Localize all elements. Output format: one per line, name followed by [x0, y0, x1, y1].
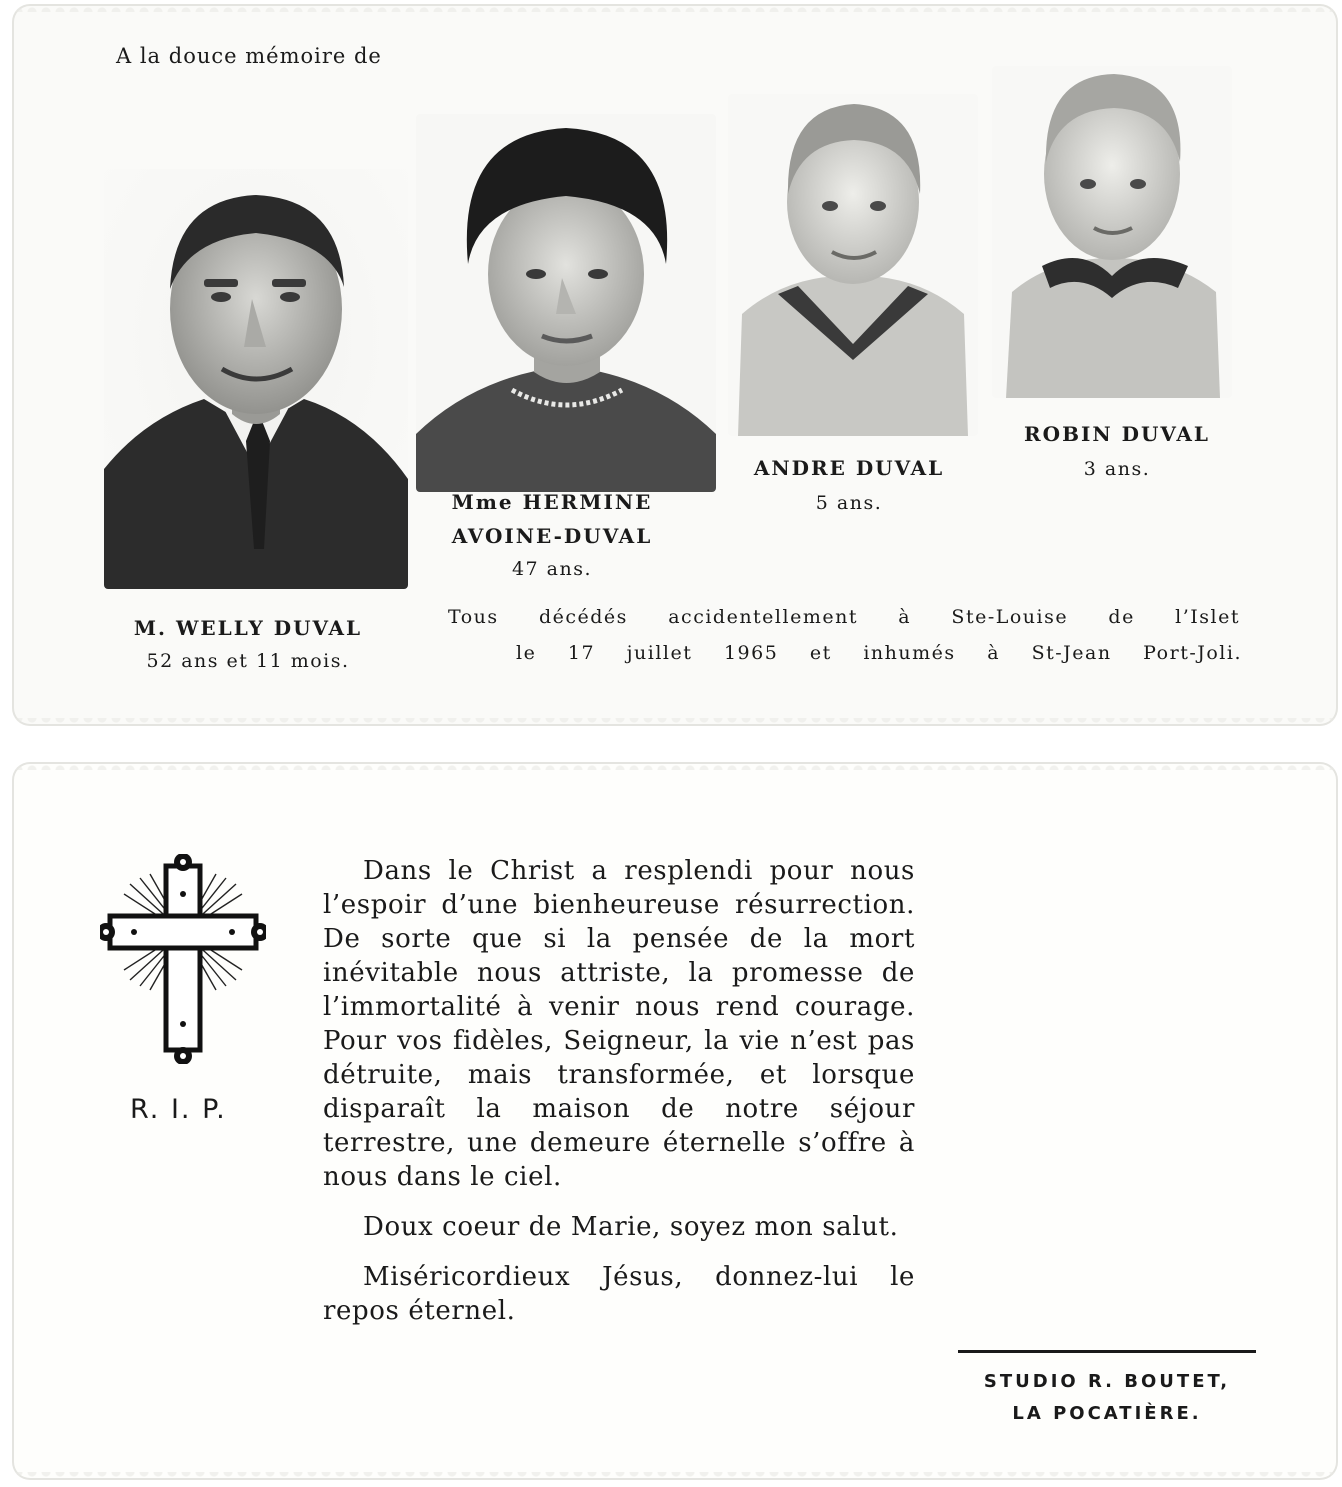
prayer-paragraph-2: Doux coeur de Marie, soyez mon salut.	[363, 1212, 899, 1242]
accident-notice-line1: Tous décédés accidentellement à Ste-Louise de l’Islet	[448, 606, 1240, 628]
rip-text: R. I. P.	[130, 1094, 227, 1125]
prayer-paragraph-3: Miséricordieux Jésus, donnez-lui le repos éternel.	[323, 1262, 915, 1326]
studio-credit	[958, 1366, 1256, 1430]
name-robin-duval: ROBIN DUVAL	[1024, 422, 1210, 446]
prayer-text	[323, 854, 915, 1344]
card-edge-top	[12, 762, 1338, 770]
portrait-andre-duval	[728, 94, 978, 436]
card-edge-bottom	[12, 718, 1338, 726]
card-edge-top	[12, 4, 1338, 12]
memorial-heading: A la douce mémoire de	[116, 44, 382, 68]
age-hermine: 47 ans.	[511, 558, 593, 580]
studio-name: STUDIO R. BOUTET,	[983, 1371, 1231, 1392]
memorial-card-front	[12, 4, 1338, 726]
age-andre-duval: 5 ans.	[815, 492, 883, 514]
name-hermine-line2: AVOINE-DUVAL	[451, 524, 653, 548]
radiant-cross-icon	[100, 854, 266, 1064]
prayer-paragraph-1: Dans le Christ a resplendi pour nous l’espoir d’une bienheureuse résurrection. De sorte que si la pensée de la mort inévitable nous attriste, la promesse de l’immortalité à venir nous rend courage. Pour vos fidèles, Seigneur, la vie n’est pas détruite, mais transformée, et lorsque disparaît la maison de notre séjour terrestre, une demeure éternelle s’offre à nous dans le ciel.	[323, 856, 915, 1192]
name-welly-duval: M. WELLY DUVAL	[133, 616, 363, 640]
portrait-welly-duval	[104, 169, 408, 589]
age-robin-duval: 3 ans.	[1083, 458, 1151, 480]
studio-divider	[958, 1350, 1256, 1353]
name-andre-duval: ANDRE DUVAL	[753, 456, 945, 480]
studio-location: LA POCATIÈRE.	[1012, 1403, 1202, 1424]
age-welly-duval: 52 ans et 11 mois.	[146, 650, 350, 672]
accident-notice-line2: le 17 juillet 1965 et inhumés à St-Jean Port-Joli.	[516, 642, 1242, 664]
card-edge-bottom	[12, 1472, 1338, 1480]
portrait-robin-duval	[992, 66, 1232, 398]
portrait-hermine-avoine-duval	[416, 114, 716, 492]
name-hermine-line1: Mme HERMINE	[451, 490, 653, 514]
memorial-card-back	[12, 762, 1338, 1480]
